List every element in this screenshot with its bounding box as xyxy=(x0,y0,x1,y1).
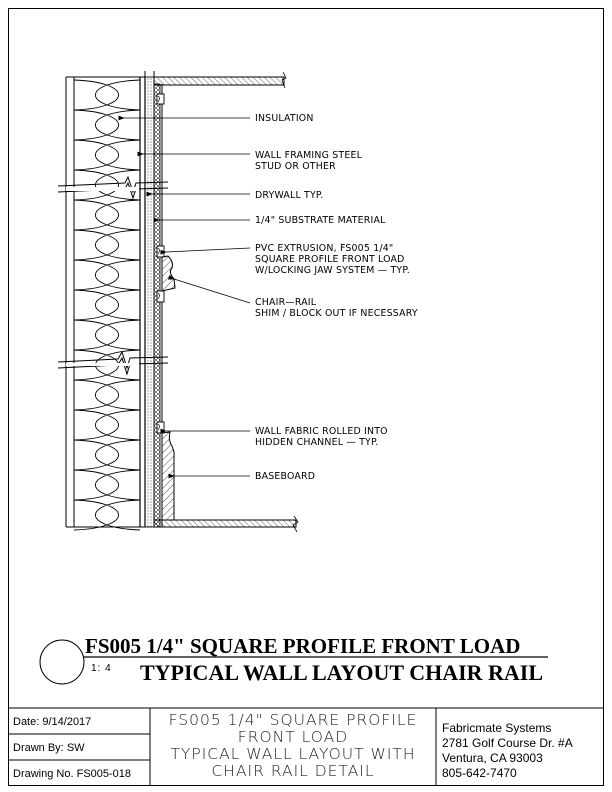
callout-pvc-extrusion xyxy=(255,243,410,276)
drawing-number-value: FS005-018 xyxy=(76,768,132,780)
company-address-line1: 2781 Golf Course Dr. #A xyxy=(442,736,573,750)
callout-line: HIDDEN CHANNEL — TYP. xyxy=(255,437,379,448)
floor-section xyxy=(154,516,298,532)
drawing-title-line2: TYPICAL WALL LAYOUT CHAIR RAIL xyxy=(140,660,544,685)
callout-line: CHAIR—RAIL xyxy=(255,297,317,308)
description-line: FS005 1/4" SQUARE PROFILE xyxy=(168,711,418,729)
callout-line: WALL FABRIC ROLLED INTO xyxy=(255,426,388,437)
description-line: CHAIR RAIL DETAIL xyxy=(211,762,375,780)
date-label: Date: xyxy=(13,716,40,728)
description-line: TYPICAL WALL LAYOUT WITH xyxy=(170,745,416,763)
pvc-extrusion-lower xyxy=(157,422,164,433)
callout-baseboard xyxy=(255,471,315,482)
callout-line: DRYWALL TYP. xyxy=(255,190,324,201)
callout-line: PVC EXTRUSION, FS005 1/4" xyxy=(255,243,394,254)
pvc-extrusion-upper xyxy=(157,94,164,104)
drawing-scale: 1: 4 xyxy=(91,663,112,674)
substrate-layer xyxy=(154,84,160,527)
leader-lines xyxy=(124,118,250,476)
callout-line: WALL FRAMING STEEL xyxy=(255,150,362,161)
company-info xyxy=(442,721,573,781)
title-block-description xyxy=(152,712,434,780)
company-name: Fabricmate Systems xyxy=(442,721,552,735)
drawing-number-label: Drawing No. xyxy=(13,768,74,780)
steel-stud xyxy=(140,77,145,527)
drawing-title-line1: FS005 1/4" SQUARE PROFILE FRONT LOAD xyxy=(85,634,521,658)
callout-stud xyxy=(255,150,362,172)
callout-wall-fabric xyxy=(255,426,388,448)
drawing-number-field xyxy=(13,768,131,780)
drawn-by-value: SW xyxy=(66,742,85,754)
baseboard-profile xyxy=(162,432,174,520)
chair-rail-profile xyxy=(162,256,175,291)
description-line: FRONT LOAD xyxy=(237,728,349,746)
callout-line: SQUARE PROFILE FRONT LOAD xyxy=(255,254,405,265)
callout-line: STUD OR OTHER xyxy=(255,161,336,172)
callout-line: W/LOCKING JAW SYSTEM — TYP. xyxy=(255,265,410,276)
callout-drywall xyxy=(255,190,323,201)
insulation-loop-lines xyxy=(74,80,140,530)
callout-line: BASEBOARD xyxy=(255,471,316,482)
callout-chair-rail xyxy=(255,297,418,319)
date-value: 9/14/2017 xyxy=(42,716,92,728)
drywall-layer xyxy=(145,77,154,527)
callout-insulation xyxy=(255,113,314,124)
company-address-line2: Ventura, CA 93003 xyxy=(442,751,543,765)
callout-line: 1/4" SUBSTRATE MATERIAL xyxy=(255,215,386,226)
callout-substrate xyxy=(255,215,386,226)
detail-circle xyxy=(40,640,84,684)
ceiling-section xyxy=(145,71,286,88)
insulation-batt xyxy=(66,77,145,530)
company-phone: 805-642-7470 xyxy=(442,766,517,780)
drawn-by-label: Drawn By: xyxy=(13,742,64,754)
date-field xyxy=(13,716,91,728)
drawn-by-field xyxy=(13,742,85,754)
callout-line: INSULATION xyxy=(255,113,314,124)
callout-line: SHIM / BLOCK OUT IF NECESSARY xyxy=(255,308,418,319)
